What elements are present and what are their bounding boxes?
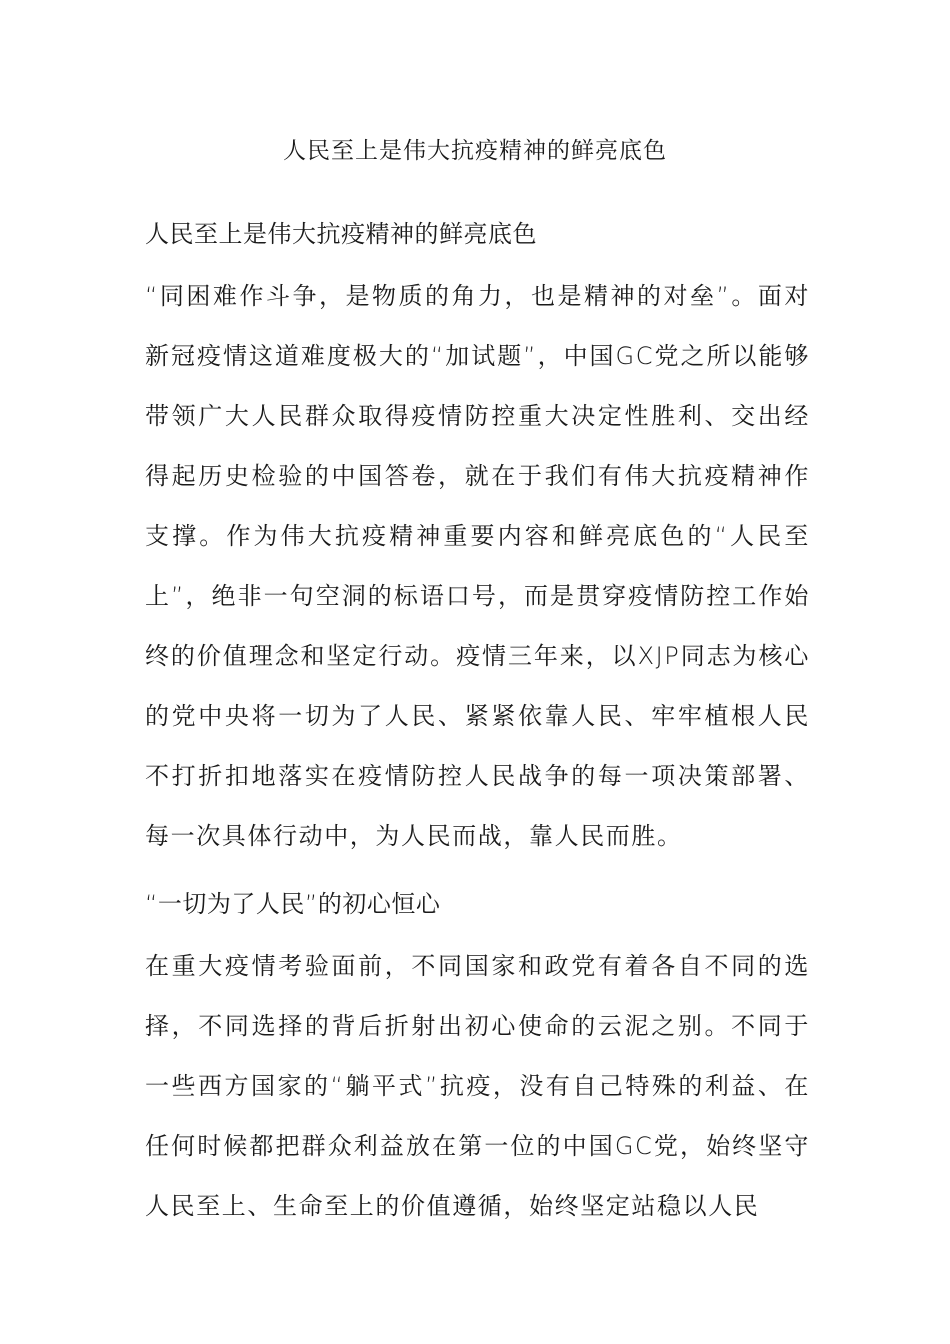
document-title: 人民至上是伟大抗疫精神的鲜亮底色 <box>283 138 667 164</box>
section-heading: “一切为了人民”的初心恒心 <box>145 890 441 918</box>
paragraph-1: “同困难作斗争，是物质的角力，也是精神的对垒”。面对新冠疫情这道难度极大的“加试题”，中国GC党之所以能够带领广大人民群众取得疫情防控重大决定性胜利、交出经得起历史检验的中国答卷，就在于我们有伟大抗疫精神作支撑。作为伟大抗疫精神重要内容和鲜亮底色的“人民至上”，绝非一句空洞的标语口号，而是贯穿疫情防控工作始终的价值理念和坚定行动。疫情三年来，以XJP同志为核心的党中央将一切为了人民、紧紧依靠人民、牢牢植根人民不打折扣地落实在疫情防控人民战争的每一项决策部署、每一次具体行动中，为人民而战，靠人民而胜。 <box>145 282 810 850</box>
article-subtitle: 人民至上是伟大抗疫精神的鲜亮底色 <box>145 220 537 248</box>
paragraph-2: 在重大疫情考验面前，不同国家和政党有着各自不同的选择，不同选择的背后折射出初心使命的云泥之别。不同于一些西方国家的“躺平式”抗疫，没有自己特殊的利益、在任何时候都把群众利益放在第一位的中国GC党，始终坚守人民至上、生命至上的价值遵循，始终坚定站稳以人民 <box>145 952 810 1220</box>
document-body <box>145 204 810 1244</box>
